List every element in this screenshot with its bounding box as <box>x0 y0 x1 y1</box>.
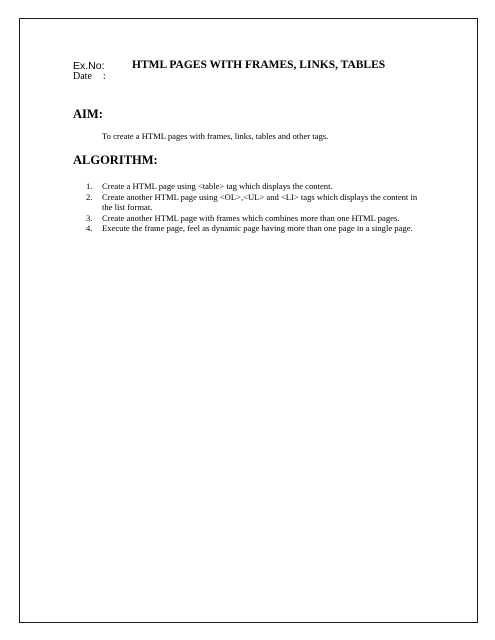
algorithm-step <box>86 181 426 192</box>
step-number: 1. <box>86 181 93 191</box>
step-text: Create another HTML page using <OL>,<UL> and <LI> tags which displays the content in the list format. <box>102 191 418 213</box>
algorithm-step <box>86 192 426 213</box>
exno-label: Ex.No: <box>73 60 105 72</box>
aim-heading: AIM: <box>73 107 103 121</box>
step-text: Create a HTML page using <table> tag which displays the content. <box>102 181 333 191</box>
date-label: Date <box>73 71 92 82</box>
date-row <box>73 71 106 83</box>
step-number: 3. <box>86 212 93 223</box>
algorithm-step <box>86 223 426 234</box>
step-number: 4. <box>86 223 93 234</box>
algorithm-step <box>86 213 426 224</box>
algorithm-heading: ALGORITHM: <box>73 153 158 167</box>
document-title: HTML PAGES WITH FRAMES, LINKS, TABLES <box>132 59 386 71</box>
step-text: Create another HTML page with frames which combines more than one HTML pages. <box>102 212 400 223</box>
aim-text: To create a HTML pages with frames, links, tables and other tags. <box>102 131 329 141</box>
algorithm-steps <box>86 181 426 234</box>
step-number: 2. <box>86 191 93 202</box>
step-text: Execute the frame page, feel as dynamic page having more than one page in a single page. <box>102 223 413 234</box>
date-colon: : <box>102 71 106 82</box>
